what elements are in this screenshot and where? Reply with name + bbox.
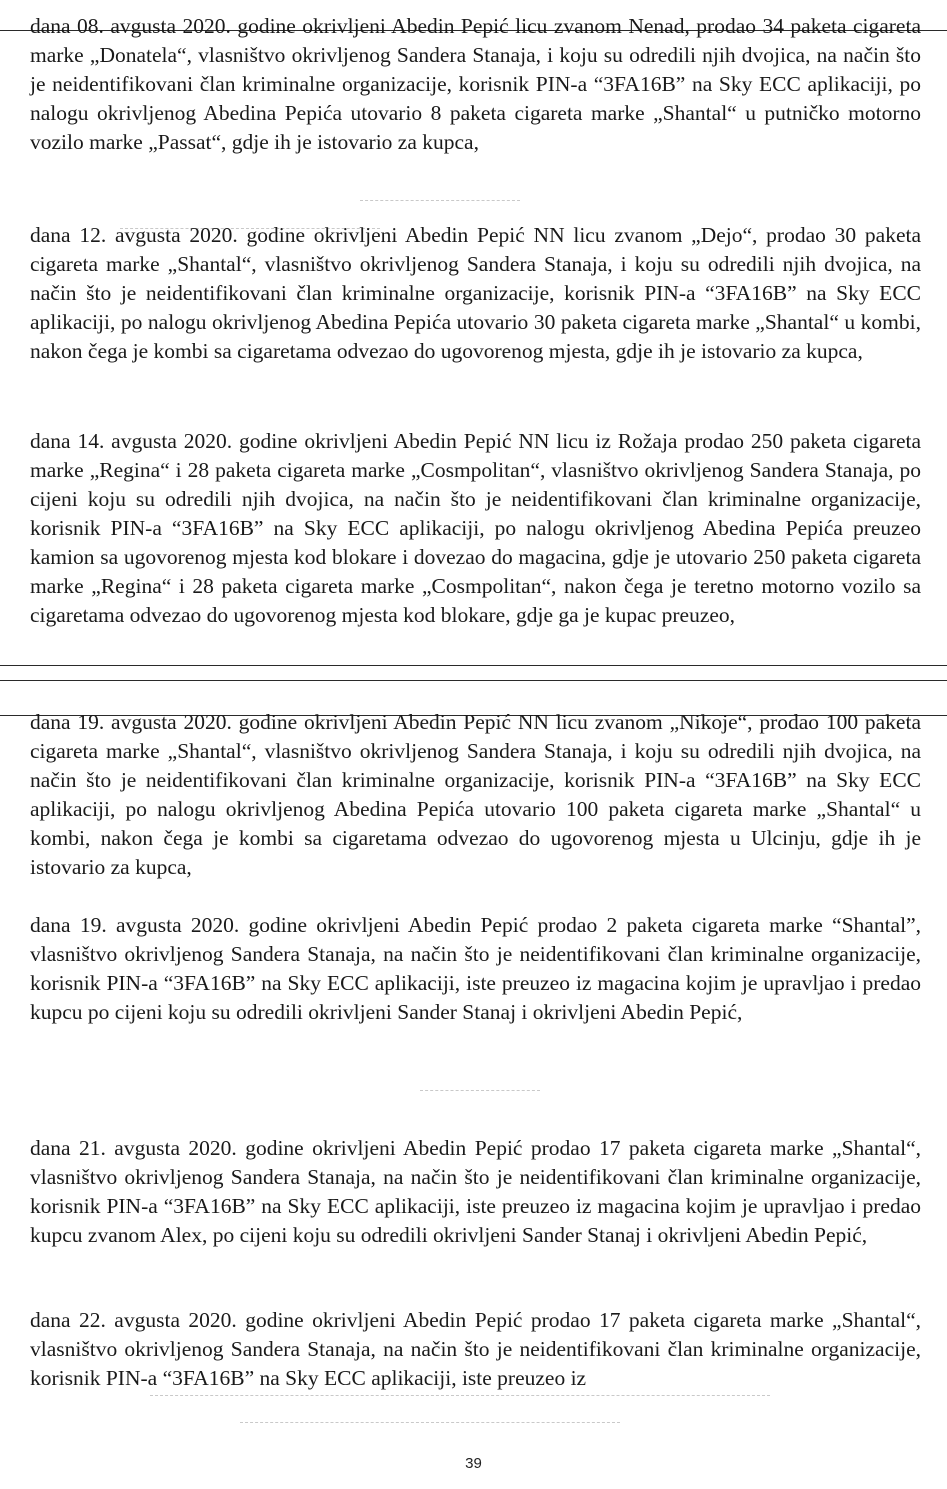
page-number: 39 xyxy=(465,1455,482,1472)
paragraph-aug-14: dana 14. avgusta 2020. godine okrivljeni Abedin Pepić NN licu iz Rožaja prodao 250 paketa cigareta marke „Regina“ i 28 paketa cigareta marke „Cosmpolitan“, vlasništvo okrivljenog Sandera Stanaja, po cijeni koju su odredili njih dvojica, na način što je neidentifikovani član kriminalne organizacije, korisnik PIN-a “3FA16B” na Sky ECC aplikaciji, po nalogu okrivljenog Abedina Pepića preuzeo kamion sa ugovorenog mjesta kod blokare i dovezao do magacina, gdje je utovario 250 paketa cigareta marke „Regina“ i 28 paketa cigareta marke „Cosmpolitan“, nakon čega je teretno motorno vozilo sa cigaretama odvezao do ugovorenog mjesta kod blokare, gdje ga je kupac preuzeo, xyxy=(30,429,921,627)
section-rule-upper xyxy=(0,665,947,666)
scan-speck xyxy=(420,1090,540,1091)
section-rule-lower xyxy=(0,680,947,681)
paragraph-aug-22: dana 22. avgusta 2020. godine okrivljeni Abedin Pepić prodao 17 paketa cigareta marke „Shantal“, vlasništvo okrivljenog Sandera Stanaja, na način što je neidentifikovani član kriminalne organizacije, korisnik PIN-a “3FA16B” na Sky ECC aplikaciji, iste preuzeo iz xyxy=(30,1308,921,1390)
paragraph-aug-19-two-packs: dana 19. avgusta 2020. godine okrivljeni Abedin Pepić prodao 2 paketa cigareta marke “Shantal”, vlasništvo okrivljenog Sandera Stanaja, na način što je neidentifikovani član kriminalne organizacije, korisnik PIN-a “3FA16B” na Sky ECC aplikaciji, iste preuzeo iz magacina kojim je upravljao i predao kupcu po cijeni koju su odredili okrivljeni Sander Stanaj i okrivljeni Abedin Pepić, xyxy=(30,913,921,1024)
paragraph-aug-08: dana 08. avgusta 2020. godine okrivljeni Abedin Pepić licu zvanom Nenad, prodao 34 paketa cigareta marke „Donatela“, vlasništvo okrivljenog Sandera Stanaja, i koju su odredili njih dvojica, na način što je neidentifikovani član kriminalne organizacije, korisnik PIN-a “3FA16B” na Sky ECC aplikaciji, po nalogu okrivljenog Abedina Pepića utovario 8 paketa cigareta marke „Shantal“ u putničko motorno vozilo marke „Passat“, gdje ih je istovario za kupca, xyxy=(30,14,921,154)
scan-speck xyxy=(150,1395,770,1396)
paragraph-aug-19-nikoje: dana 19. avgusta 2020. godine okrivljeni Abedin Pepić NN licu zvanom „Nikoje“, prodao 100 paketa cigareta marke „Shantal“, vlasništvo okrivljenog Sandera Stanaja, i koju su odredili njih dvojica, na način što je neidentifikovani član kriminalne organizacije, korisnik PIN-a “3FA16B” na Sky ECC aplikaciji, po nalogu okrivljenog Abedina Pepića utovario 100 paketa cigareta marke „Shantal“ u kombi, nakon čega je kombi sa cigaretama odvezao do ugovorenog mjesta u Ulcinju, gdje ih je istovario za kupca, xyxy=(30,710,921,879)
scan-speck xyxy=(360,200,520,201)
paragraph-aug-12: dana 12. avgusta 2020. godine okrivljeni Abedin Pepić NN licu zvanom „Dejo“, prodao 30 paketa cigareta marke „Shantal“, vlasništvo okrivljenog Sandera Stanaja, i koju su odredili njih dvojica, na način što je neidentifikovani član kriminalne organizacije, korisnik PIN-a “3FA16B” na Sky ECC aplikaciji, po nalogu okrivljenog Abedina Pepića utovario 30 paketa cigareta marke „Shantal“ u kombi, nakon čega je kombi sa cigaretama odvezao do ugovorenog mjesta, gdje ih je istovario za kupca, xyxy=(30,223,921,363)
paragraph-aug-21: dana 21. avgusta 2020. godine okrivljeni Abedin Pepić prodao 17 paketa cigareta marke „Shantal“, vlasništvo okrivljenog Sandera Stanaja, na način što je neidentifikovani član kriminalne organizacije, korisnik PIN-a “3FA16B” na Sky ECC aplikaciji, iste preuzeo iz magacina kojim je upravljao i predao kupcu zvanom Alex, po cijeni koju su odredili okrivljeni Sander Stanaj i okrivljeni Abedin Pepić, xyxy=(30,1136,921,1247)
scan-speck xyxy=(240,1422,620,1423)
